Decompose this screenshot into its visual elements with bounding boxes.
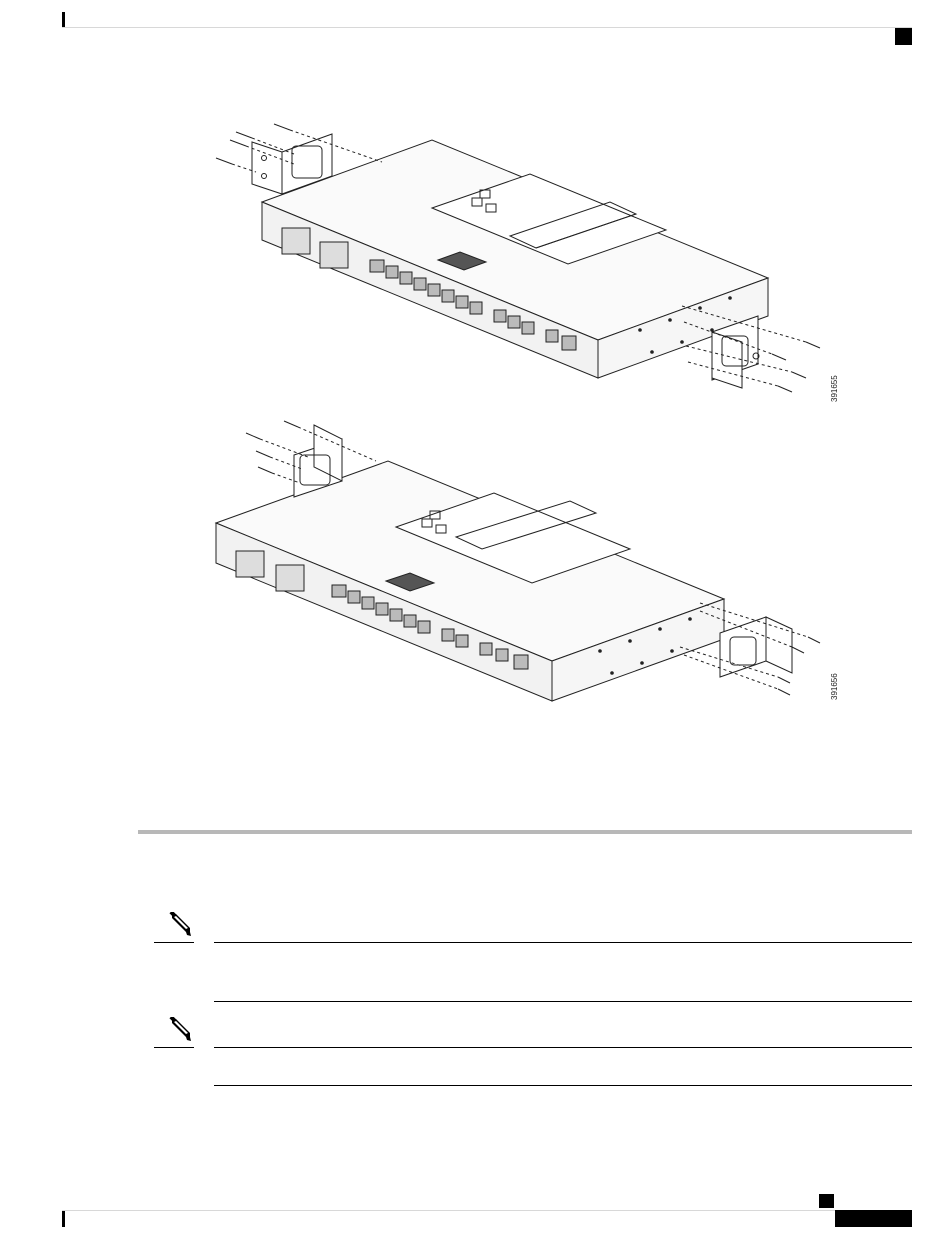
figure-id-label: 391655 — [830, 375, 839, 402]
figure-id-label: 391656 — [830, 673, 839, 700]
note-top-rule — [214, 1047, 912, 1048]
footer-rule — [62, 1210, 912, 1211]
note-top-rule — [214, 942, 912, 943]
note-icon-underline — [154, 942, 194, 943]
pencil-note-icon — [160, 1017, 194, 1043]
note-bottom-rule — [214, 1001, 912, 1002]
section-separator — [138, 830, 912, 834]
figure-rack-mount-rear — [200, 415, 840, 715]
pencil-note-icon — [160, 912, 194, 938]
header-tick-mark — [62, 12, 65, 28]
header-rule — [62, 27, 912, 28]
footer-page-tab — [835, 1210, 912, 1227]
footer-page-marker — [819, 1194, 834, 1208]
figure-rack-mount-front — [200, 110, 840, 410]
note-icon-underline — [154, 1047, 194, 1048]
footer-tick-mark — [62, 1211, 65, 1227]
header-chapter-marker — [895, 28, 912, 45]
note-bottom-rule — [214, 1085, 912, 1086]
